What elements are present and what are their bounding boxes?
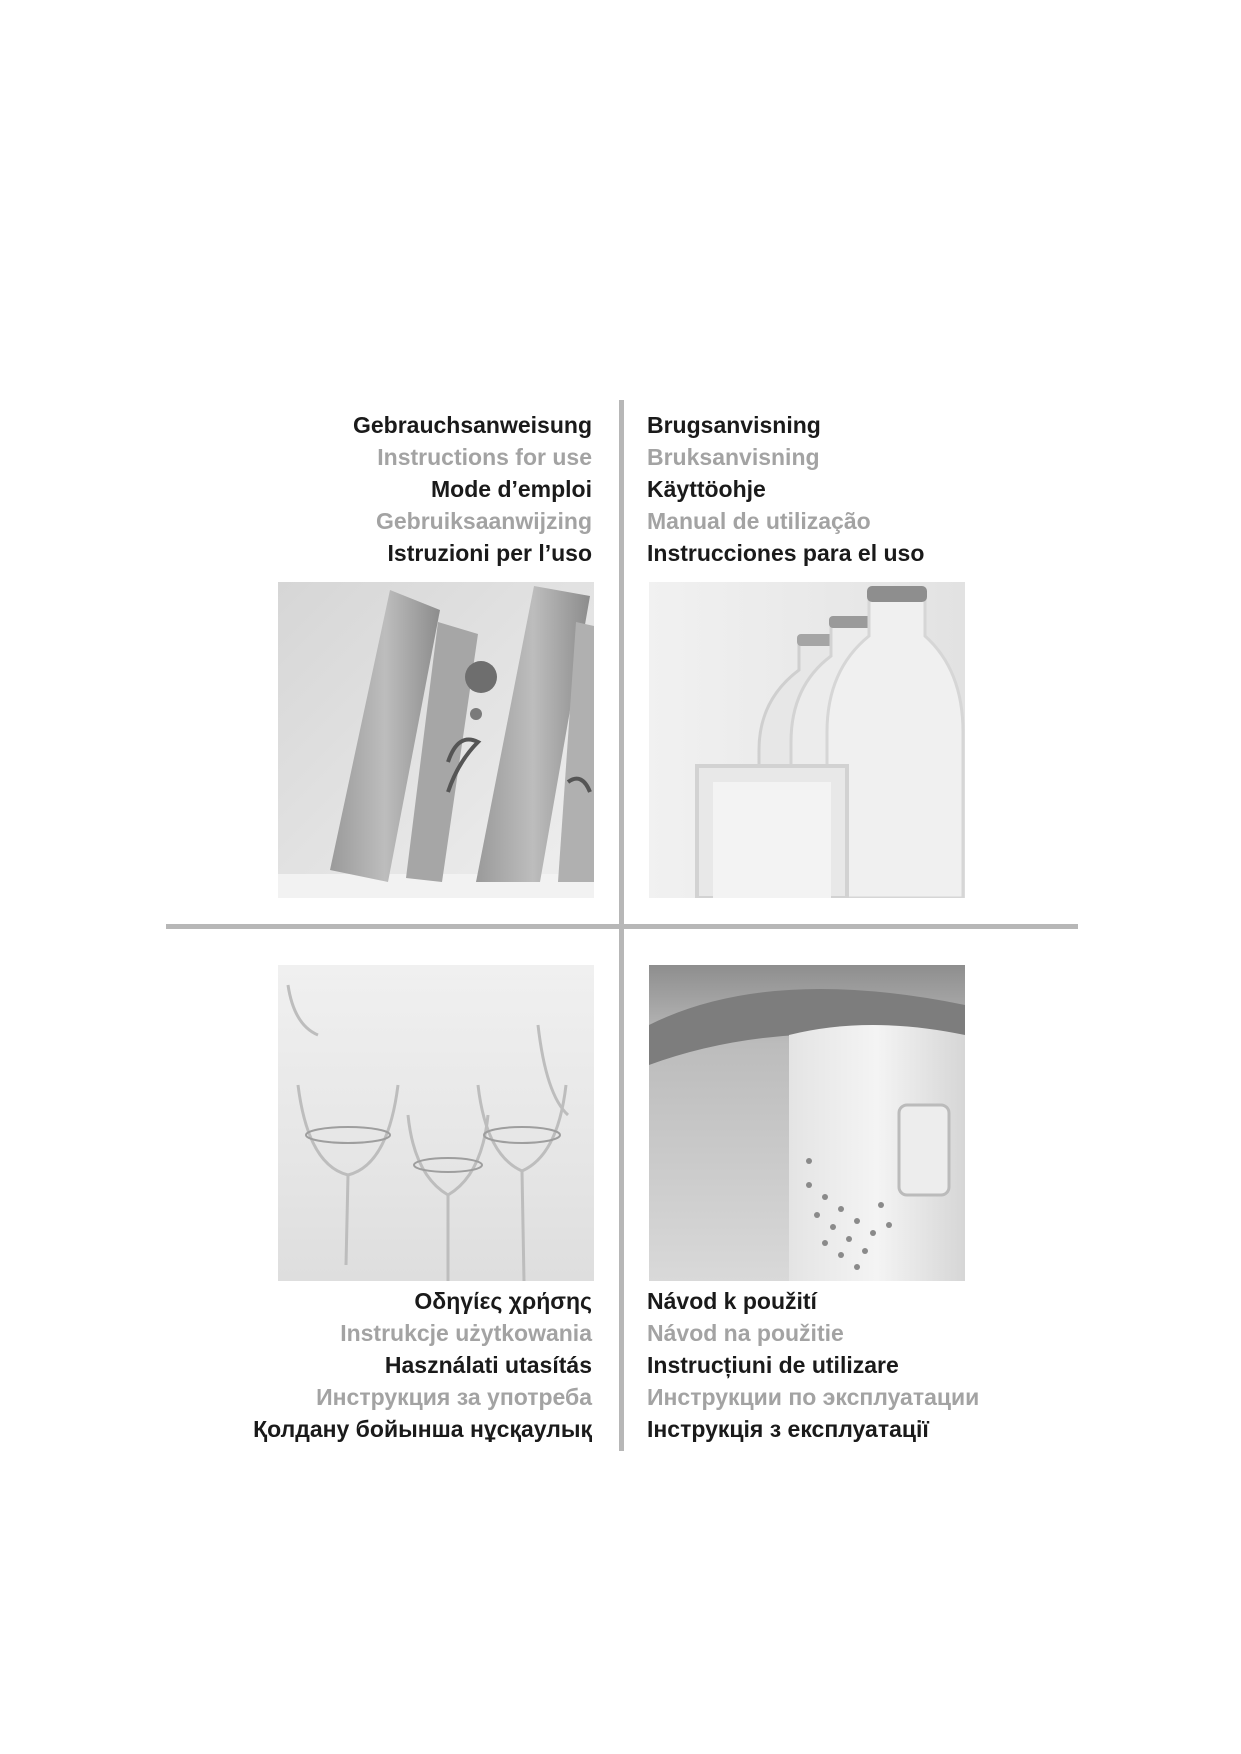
- title-greek: Οδηγίες χρήσης: [414, 1288, 592, 1314]
- title-spanish: Instrucciones para el uso: [647, 540, 925, 566]
- clothes-pegs-photo: [278, 582, 594, 898]
- title-russian: Инструкции по эксплуатации: [647, 1384, 980, 1410]
- title-german: Gebrauchsanweisung: [352, 412, 592, 438]
- horizontal-divider: [166, 924, 1078, 929]
- bottom-right-language-list: [647, 1285, 1067, 1445]
- colander-photo: [649, 965, 965, 1281]
- bottom-left-language-list: [172, 1285, 592, 1445]
- title-finnish: Käyttöohje: [647, 476, 766, 502]
- title-hungarian: Használati utasítás: [384, 1352, 592, 1378]
- title-slovak: Návod na použitie: [647, 1320, 844, 1346]
- title-romanian: Instrucțiuni de utilizare: [647, 1352, 899, 1378]
- title-bulgarian: Инструкция за употреба: [316, 1384, 592, 1410]
- wine-glasses-photo: [278, 965, 594, 1281]
- title-norwegian: Bruksanvisning: [647, 444, 820, 470]
- title-dutch: Gebruiksaanwijzing: [376, 508, 592, 534]
- title-portuguese: Manual de utilização: [647, 508, 871, 534]
- title-ukrainian: Інструкція з експлуатації: [647, 1416, 929, 1442]
- title-danish: Brugsanvisning: [647, 412, 821, 438]
- top-left-language-list: [172, 409, 592, 569]
- top-right-language-list: [647, 409, 1067, 569]
- title-kazakh: Қолдану бойынша нұсқаулық: [253, 1416, 592, 1442]
- milk-bottles-photo: [649, 582, 965, 898]
- title-polish: Instrukcje użytkowania: [340, 1320, 592, 1346]
- title-italian: Istruzioni per l’uso: [387, 540, 592, 566]
- title-french: Mode d’emploi: [431, 476, 592, 502]
- title-czech: Návod k použití: [647, 1288, 817, 1314]
- title-english: Instructions for use: [377, 444, 592, 470]
